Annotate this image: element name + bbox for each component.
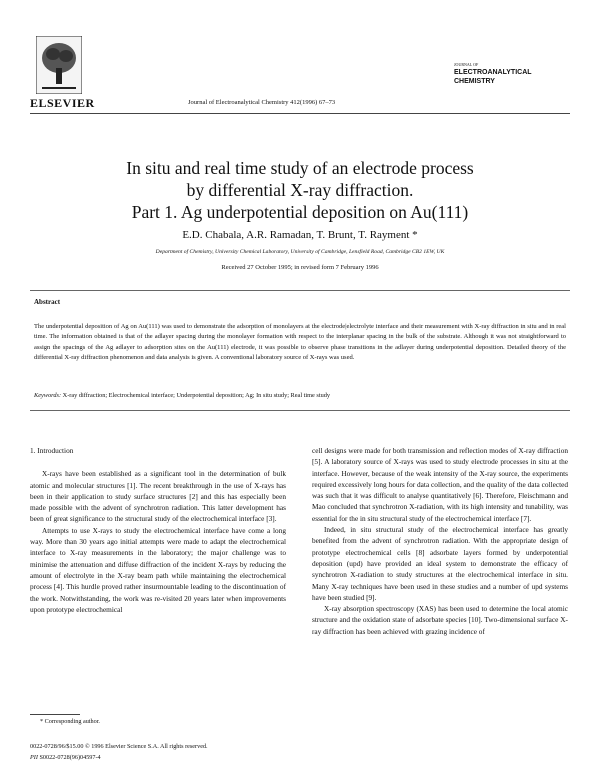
body-paragraph: cell designs were made for both transmission and reflection modes of X-ray diffraction [5]. A laboratory source of X-rays was used to study electrode processes in situ at the interface. However, because of the weak intensity of the X-ray source, the experiments required excessively long hours for data collection, and the quality of the data collected was such that it was difficult to analyse quantitatively [6]. Therefore, Fleischmann and Mao concluded that synchrotron X-radiation, with its high intensity and tunability, was essential for the in situ structural study of the electrochemical interface [7]. bbox=[312, 446, 568, 523]
author-list: E.D. Chabala, A.R. Ramadan, T. Brunt, T. Rayment * bbox=[182, 229, 418, 241]
pii-code: S0022-0728(96)04597-4 bbox=[39, 754, 101, 761]
body-paragraph: X-rays have been established as a significant tool in the determination of bulk atomic and molecular structures [1]. The recent breakthrough in the use of X-rays has been in their application to study surface structures [2] and this has especially been made possible with the advent of synchrotron radiation. This latter development has been of great significance to the structural study of the electrochemical interface [3]. bbox=[30, 469, 286, 524]
keywords-label: Keywords: bbox=[34, 392, 62, 399]
keywords-line bbox=[34, 392, 566, 399]
paper-title-line-2: by differential X-ray diffraction. bbox=[186, 180, 414, 200]
paper-title-line-3: Part 1. Ag underpotential deposition on Au(111) bbox=[131, 202, 469, 222]
publisher-name: ELSEVIER bbox=[30, 96, 95, 110]
received-dates: Received 27 October 1995; in revised form 7 February 1996 bbox=[221, 264, 379, 271]
header-divider bbox=[30, 113, 570, 114]
journal-badge-line-1: ELECTROANALYTICAL bbox=[454, 69, 532, 76]
journal-badge-label: JOURNAL OF bbox=[454, 62, 479, 67]
journal-badge bbox=[452, 62, 556, 104]
elsevier-tree-logo bbox=[36, 36, 82, 94]
abstract-heading: Abstract bbox=[34, 298, 61, 306]
author-affiliation: Department of Chemistry, University Chemical Laboratory, University of Cambridge, Lensfield Road, Cambridge CB2 1EW, UK bbox=[155, 249, 445, 255]
abstract-bottom-divider bbox=[30, 410, 570, 411]
pii-line bbox=[30, 754, 101, 761]
copyright-line: 0022-0728/96/$15.00 © 1996 Elsevier Science S.A. All rights reserved. bbox=[30, 743, 208, 750]
pii-label: PII bbox=[30, 754, 38, 761]
footnote-divider bbox=[30, 714, 80, 715]
corresponding-author-footnote: * Corresponding author. bbox=[40, 718, 100, 725]
body-column-right bbox=[312, 445, 568, 637]
abstract-text: The underpotential deposition of Ag on Au(111) was used to demonstrate the adsorption of monolayers at the electrode|electrolyte interface and their measurement with X-ray diffraction in situ and in real time. The information obtained is that of the adlayer spacing during the monolayer formation with respect to the interplanar spacing in the bulk of the substrate. Although it was not straightforward to assign the spacings of the Ag adlayer to adsorption sites on the Au(111) electrode, it was possible to observe phase transitions in the adlayer during underpotential deposition. Detailed theory of the differential X-ray diffraction phenomenon and data analysis is given. A conventional laboratory source of X-rays was used. bbox=[34, 323, 566, 361]
body-paragraph: X-ray absorption spectroscopy (XAS) has been used to determine the local atomic structure and the oxidation state of adsorbate species [10]. Two-dimensional surface X-ray diffraction has been achieved with grazing incidence of bbox=[312, 604, 568, 636]
journal-reference: Journal of Electroanalytical Chemistry 412(1996) 67–73 bbox=[188, 99, 336, 106]
body-column-left bbox=[30, 445, 286, 615]
journal-badge-line-2: CHEMISTRY bbox=[454, 78, 495, 85]
paper-title-line-1: In situ and real time study of an electrode process bbox=[126, 158, 474, 178]
section-heading: 1. Introduction bbox=[30, 446, 74, 455]
body-paragraph: Indeed, in situ structural study of the electrochemical interface has greatly benefited from the advent of synchrotron radiation. With the appropriate design of prototype electrochemical cells [8] adsorbate layers formed by underpotential deposition (upd) have provided an ideal system to demonstrate the efficacy of synchrotron X-radiation to study structures at the electrochemical interface in situ. Many X-ray techniques have been used in these studies and a number of upd systems have been studied [9]. bbox=[312, 525, 568, 602]
keywords-text: X-ray diffraction; Electrochemical interface; Underpotential deposition; Ag; In situ study; Real time study bbox=[62, 392, 331, 399]
abstract-top-divider bbox=[30, 290, 570, 291]
body-paragraph: Attempts to use X-rays to study the electrochemical interface have come a long way. More than 30 years ago initial attempts were made to adapt the electrochemical interface to X-ray measurements in the laboratory; the major challenge was to minimise the attenuation and diffuse diffraction of the incident X-rays by reducing the amount of electrolyte in the X-ray beam path while maintaining the electrochemical process [4]. This hurdle proved rather insurmountable leading to the discontinuation of the work. Notwithstanding, the work was re-visited 20 years later when improvements upon prototype electrochemical bbox=[30, 525, 286, 614]
